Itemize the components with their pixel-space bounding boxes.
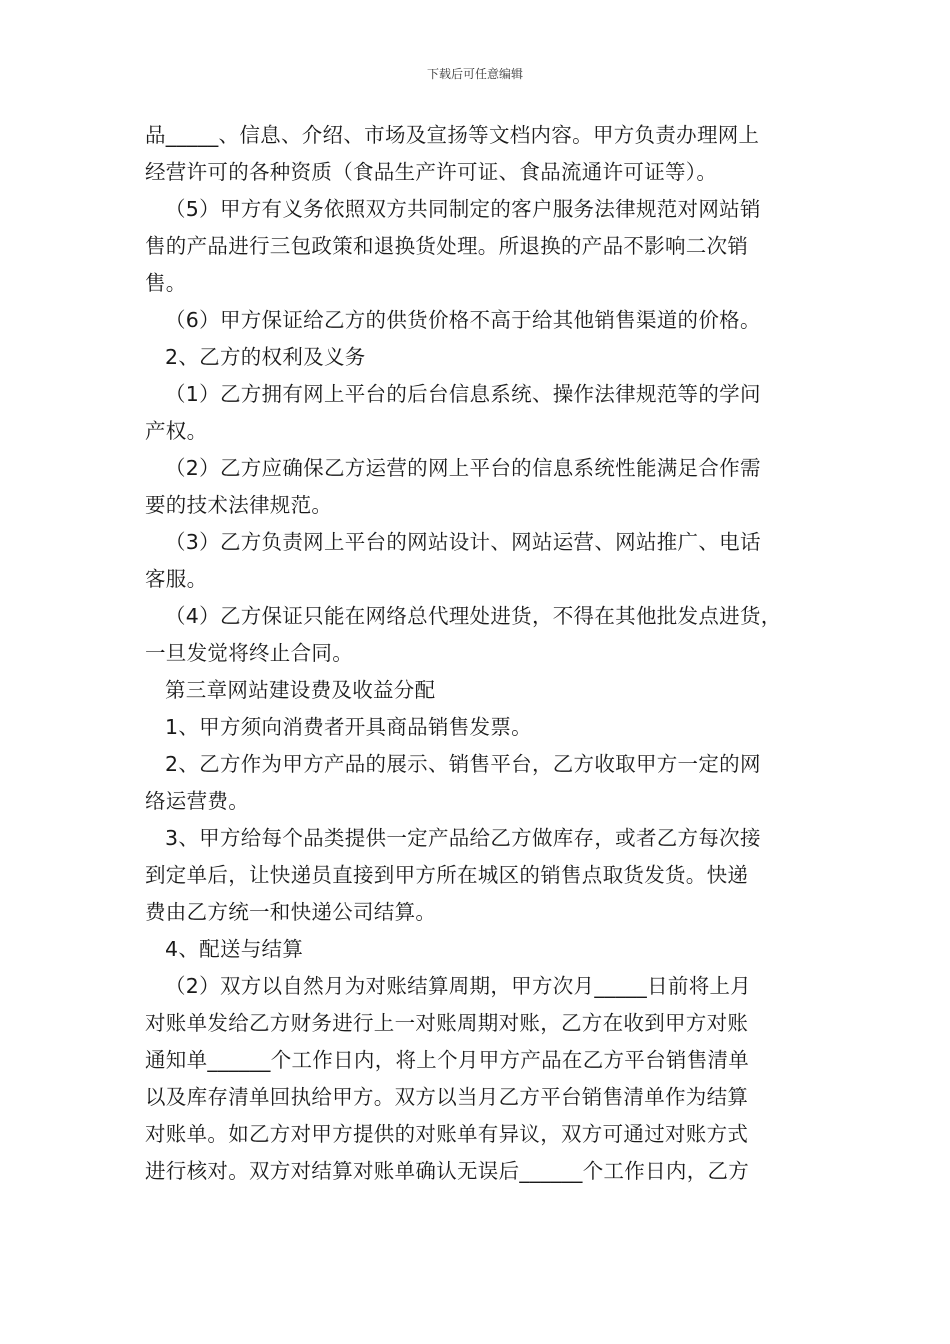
text-line: （3）乙方负责网上平台的网站设计、网站运营、网站推广、电话 — [165, 530, 761, 554]
text-line: 络运营费。 — [145, 789, 249, 813]
section-heading: 2、乙方的权利及义务 — [165, 345, 366, 369]
text-line: 对账单发给乙方财务进行上一对账周期对账，乙方在收到甲方对账 — [145, 1011, 749, 1035]
text-line: 产权。 — [145, 419, 208, 443]
chapter-heading: 第三章网站建设费及收益分配 — [165, 678, 436, 702]
text-line: 经营许可的各种资质（食品生产许可证、食品流通许可证等）。 — [145, 160, 718, 184]
text-line: 以及库存清单回执给甲方。双方以当月乙方平台销售清单作为结算 — [145, 1085, 749, 1109]
text-line: （6）甲方保证给乙方的供货价格不高于给其他销售渠道的价格。 — [165, 308, 761, 332]
text-line: （2）双方以自然月为对账结算周期，甲方次月_____日前将上月 — [165, 974, 752, 998]
text-line: 要的技术法律规范。 — [145, 493, 333, 517]
text-line: 客服。 — [145, 567, 208, 591]
text-line: 售的产品进行三包政策和退换货处理。所退换的产品不影响二次销 — [145, 234, 749, 258]
text-line: 到定单后，让快递员直接到甲方所在城区的销售点取货发货。快递 — [145, 863, 749, 887]
text-line: 2、乙方作为甲方产品的展示、销售平台，乙方收取甲方一定的网 — [165, 752, 761, 776]
text-line: 品_____、信息、介绍、市场及宣扬等文档内容。甲方负责办理网上 — [145, 123, 760, 147]
text-line: 一旦发觉将终止合同。 — [145, 641, 353, 665]
document-body — [145, 117, 825, 1190]
page-header-note: 下载后可任意编辑 — [426, 67, 523, 81]
text-line: 售。 — [145, 271, 187, 295]
text-line: 通知单______个工作日内，将上个月甲方产品在乙方平台销售清单 — [145, 1048, 750, 1072]
text-line: 进行核对。双方对结算对账单确认无误后______个工作日内，乙方 — [145, 1159, 750, 1183]
text-line: 费由乙方统一和快递公司结算。 — [145, 900, 437, 924]
text-line: 对账单。如乙方对甲方提供的对账单有异议，双方可通过对账方式 — [145, 1122, 749, 1146]
text-line: 1、甲方须向消费者开具商品销售发票。 — [165, 715, 532, 739]
text-line: （1）乙方拥有网上平台的后台信息系统、操作法律规范等的学问 — [165, 382, 761, 406]
text-line: （5）甲方有义务依照双方共同制定的客户服务法律规范对网站销 — [165, 197, 761, 221]
text-line: （4）乙方保证只能在网络总代理处进货，不得在其他批发点进货， — [165, 604, 782, 628]
section-heading: 4、配送与结算 — [165, 937, 304, 961]
text-line: （2）乙方应确保乙方运营的网上平台的信息系统性能满足合作需 — [165, 456, 761, 480]
text-line: 3、甲方给每个品类提供一定产品给乙方做库存，或者乙方每次接 — [165, 826, 761, 850]
